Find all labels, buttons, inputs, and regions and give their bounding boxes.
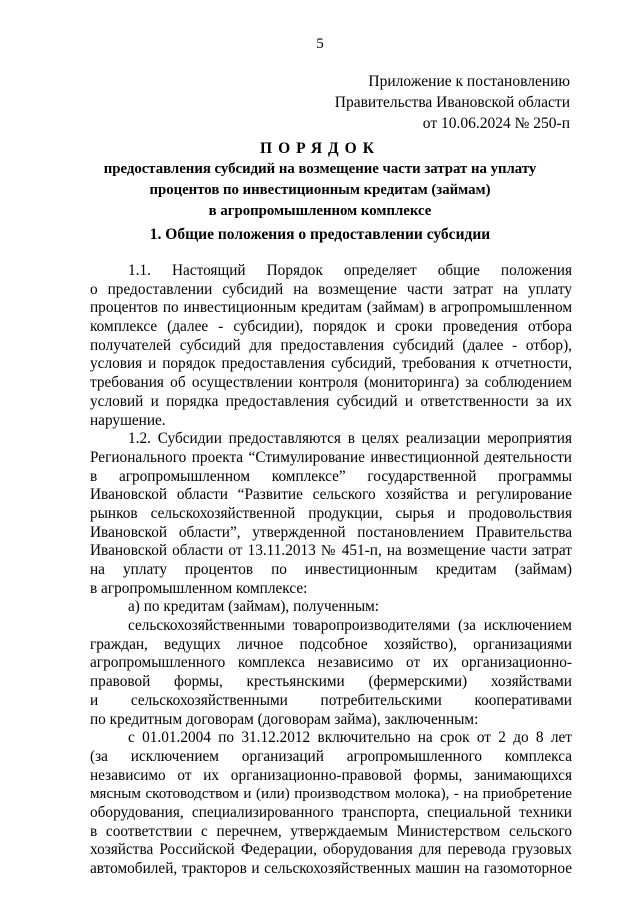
text-line: о предоставлении субсидий на возмещение части затрат на уплату xyxy=(90,280,572,298)
text-line: 1.1. Настоящий Порядок определяет общие положения xyxy=(128,262,572,279)
text-line: оборудования, специализированного транспорта, специальной техники xyxy=(90,803,572,821)
text-line: в соответствии с перечнем, утверждаемым Министерством сельского xyxy=(90,822,572,840)
text-line: агропромышленного комплекса независимо от их организационно- xyxy=(90,654,572,672)
title-line: предоставления субсидий на возмещение части затрат на уплату xyxy=(103,161,537,177)
text-line: граждан, ведущих личное подсобное хозяйство), организациями xyxy=(90,635,572,653)
text-line: 1.2. Субсидии предоставляются в целях реализации мероприятия xyxy=(128,430,572,448)
text-line: автомобилей, тракторов и сельскохозяйственных машин на газомоторное xyxy=(90,860,572,877)
text-line: в агропромышленном комплексе: xyxy=(90,579,308,597)
text-line: на уплату процентов по инвестиционным кредитам (займам) xyxy=(90,561,572,578)
text-line: требования об осуществлении контроля (мониторинга) за соблюдением xyxy=(90,374,572,392)
text-line: по кредитным договорам (договорам займа), заключенным: xyxy=(90,710,479,728)
title-line: в агропромышленном комплексе xyxy=(208,203,432,219)
appendix-line: Правительства Ивановской области xyxy=(334,94,570,111)
document-title xyxy=(0,139,640,222)
text-line: Регионального проекта “Стимулирование инвестиционной деятельности xyxy=(90,448,572,466)
section-heading: 1. Общие положения о предоставлении субсидии xyxy=(149,226,491,243)
text-line: Ивановской области “Развитие сельского хозяйства и регулирование xyxy=(90,486,572,504)
text-line: Ивановской области от 13.11.2013 № 451-п, на возмещение части затрат xyxy=(90,542,572,560)
text-line: Ивановской области”, утвержденной постановлением Правительства xyxy=(90,523,572,541)
text-line: с 01.01.2004 по 31.12.2012 включительно на срок от 2 до 8 лет xyxy=(128,729,572,747)
body-text xyxy=(90,262,572,879)
title-line: процентов по инвестиционным кредитам (займам) xyxy=(149,182,491,198)
appendix-line: Приложение к постановлению xyxy=(368,73,570,90)
appendix-header xyxy=(335,71,570,134)
text-line: условия и порядок предоставления субсидий, требования к отчетности, xyxy=(90,355,572,373)
text-line: мясным скотоводством и (или) производством молока), - на приобретение xyxy=(90,786,572,803)
text-line: хозяйства Российской Федерации, оборудования для перевода грузовых xyxy=(90,841,572,859)
text-line: независимо от их организационно-правовой формы, занимающихся xyxy=(90,766,572,784)
text-line: правовой формы, крестьянскими (фермерскими) хозяйствами xyxy=(90,673,572,691)
text-line: в агропромышленном комплексе” государственной программы xyxy=(90,467,572,485)
text-line: сельскохозяйственными товаропроизводителями (за исключением xyxy=(128,617,572,635)
text-line: нарушение. xyxy=(90,411,166,429)
text-line: рынков сельскохозяйственной продукции, сырья и продовольствия xyxy=(90,504,572,522)
text-line: а) по кредитам (займам), полученным: xyxy=(128,598,380,616)
text-line: процентов по инвестиционным кредитам (займам) в агропромышленном xyxy=(90,299,572,317)
title-word: ПОРЯДОК xyxy=(260,140,380,157)
text-line: и сельскохозяйственными потребительскими кооперативами xyxy=(90,691,572,709)
text-line: получателей субсидий для предоставления субсидий (далее - отбор), xyxy=(90,336,572,354)
text-line: условий и порядка предоставления субсидий и ответственности за их xyxy=(90,392,572,410)
appendix-line: от 10.06.2024 № 250-п xyxy=(422,115,570,132)
text-line: комплексе (далее - субсидии), порядок и сроки проведения отбора xyxy=(90,318,572,336)
text-line: (за исключением организаций агропромышленного комплекса xyxy=(90,747,572,765)
page-number: 5 xyxy=(316,36,324,52)
